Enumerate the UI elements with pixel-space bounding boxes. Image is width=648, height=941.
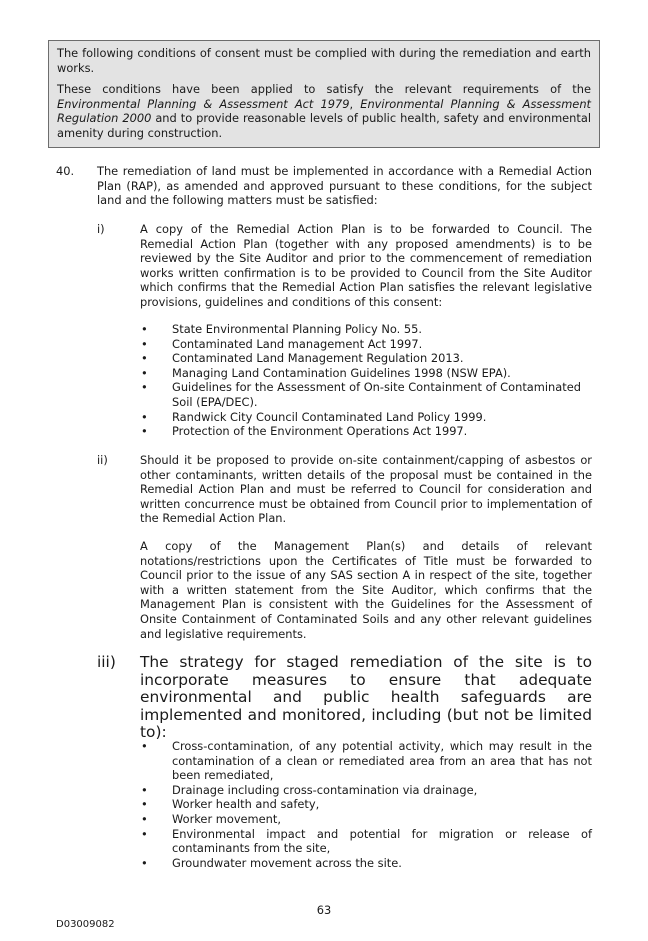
item-iii-bullet-list [140,739,592,870]
notice-paragraph-1: The following conditions of consent must be complied with during the remediation and earth works. [57,46,591,75]
notice-regulation-name: Environmental Planning & Assessment Regulation 2000 [57,96,591,126]
notice-paragraph-2: These conditions have been applied to satisfy the relevant requirements of the Environmental Planning & Assessment Act 1979, Environmental Planning & Assessment Regulation 2000 and to provide reasonable levels of public health, safety and environmental amenity during construction. [57,82,592,140]
page-number: 63 [316,903,332,917]
list-item: • Cross-contamination, of any potential activity, which may result in the contamination of a clean or remediated area from an area that has not been remediated, [140,739,592,783]
condition-intro: The remediation of land must be implemented in accordance with a Remedial Action Plan (RAP), as amended and approved pursuant to these conditions, for the subject land and the following matters must be satisfied: [97,164,592,208]
condition-number: 40. [56,164,75,178]
item-ii-text: Should it be proposed to provide on-site containment/capping of asbestos or other contaminants, written details of the proposal must be contained in the Remedial Action Plan and must be referred to Council for consideration and written concurrence must be obtained from Council prior to implementation of the Remedial Action Plan. [140,453,592,526]
item-ii-management-plan-text: A copy of the Management Plan(s) and details of relevant notations/restrictions upon the Certificates of Title must be forwarded to Council prior to the issue of any SAS section A in respect of the site, together with a written statement from the Site Auditor, which confirms that the Management Plan is consistent with the Guidelines for the Assessment of Onsite Containment of Contaminated Soils and any other relevant guidelines and legislative requirements. [140,539,592,641]
item-i-text: A copy of the Remedial Action Plan is to be forwarded to Council. The Remedial Action Plan (together with any proposed amendments) is to be reviewed by the Site Auditor and prior to the commencement of remediation works written confirmation is to be provided to Council from the Site Auditor which confirms that the Remedial Action Plan satisfies the relevant legislative provisions, guidelines and conditions of this consent: [140,222,592,309]
list-item: • Groundwater movement across the site. [140,856,592,871]
document-id: D03009082 [56,919,115,930]
list-item: • Worker health and safety, [140,797,592,812]
conditions-notice-box [48,40,600,148]
item-i-bullet-list [140,322,592,439]
item-iii-text: The strategy for staged remediation of the site is to incorporate measures to ensure that adequate environmental and public health safeguards are implemented and monitored, including (but not be limited to): [140,653,592,742]
list-item: • Contaminated Land management Act 1997. [140,337,592,352]
list-item: • Worker movement, [140,812,592,827]
list-item: • Contaminated Land Management Regulation 2013. [140,351,592,366]
item-iii-label: iii) [97,653,116,671]
list-item: • Drainage including cross-contamination via drainage, [140,783,592,798]
notice-p2-suffix: and to provide reasonable levels of public health, safety and environmental amenity during construction. [57,111,592,140]
item-ii-label: ii) [97,453,108,467]
list-item: • State Environmental Planning Policy No. 55. [140,322,592,337]
list-item: • Randwick City Council Contaminated Land Policy 1999. [140,410,592,425]
item-i-label: i) [97,222,105,236]
notice-act-name: Environmental Planning & Assessment Act 1979 [57,96,350,111]
list-item: • Environmental impact and potential for migration or release of contaminants from the site, [140,827,592,856]
notice-p2-prefix: These conditions have been applied to satisfy the relevant requirements of the [57,82,591,97]
list-item: • Managing Land Contamination Guidelines 1998 (NSW EPA). [140,366,592,381]
list-item: • Guidelines for the Assessment of On-site Containment of Contaminated Soil (EPA/DEC). [140,380,592,409]
list-item: • Protection of the Environment Operations Act 1997. [140,424,592,439]
